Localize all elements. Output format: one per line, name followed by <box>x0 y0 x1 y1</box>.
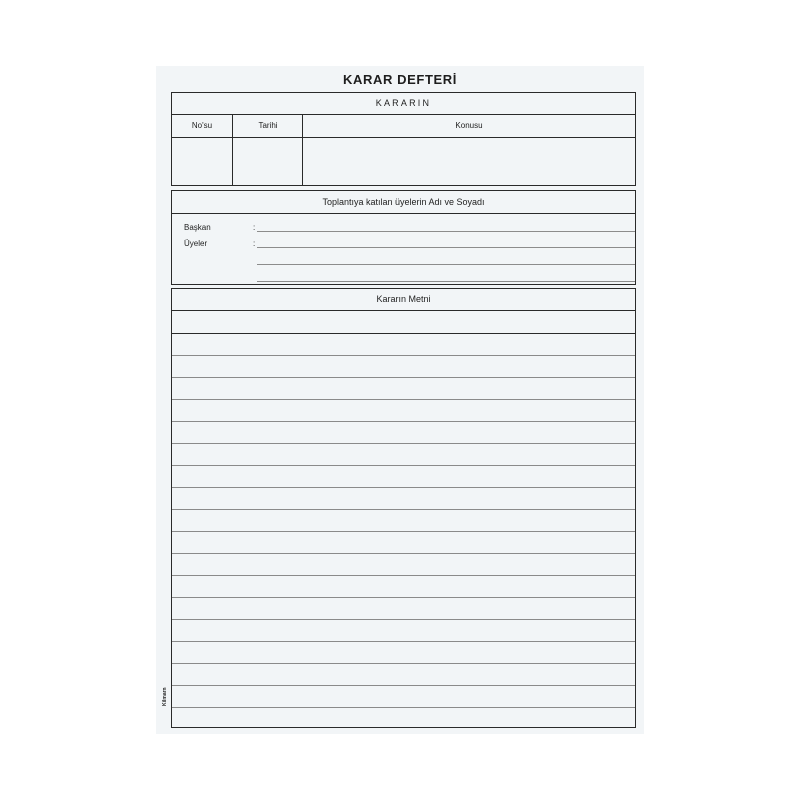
date-field[interactable] <box>232 138 303 185</box>
writing-line[interactable] <box>172 575 635 576</box>
chairman-label: Başkan <box>184 223 211 232</box>
writing-line[interactable] <box>172 553 635 554</box>
member-line-1[interactable] <box>257 247 635 248</box>
decision-column-headers <box>172 115 635 138</box>
attendees-header: Toplantıya katılan üyelerin Adı ve Soyadı <box>172 191 635 214</box>
member-line-3[interactable] <box>257 281 635 282</box>
attendees-box <box>171 190 636 285</box>
writing-line[interactable] <box>172 421 635 422</box>
number-field[interactable] <box>172 138 232 185</box>
decision-header: KARARIN <box>172 93 635 115</box>
form-sheet <box>156 66 644 734</box>
subject-field[interactable] <box>302 138 635 185</box>
writing-line[interactable] <box>172 465 635 466</box>
chairman-line[interactable] <box>257 231 635 232</box>
writing-line[interactable] <box>172 619 635 620</box>
writing-line[interactable] <box>172 531 635 532</box>
writing-line[interactable] <box>172 707 635 708</box>
writing-line[interactable] <box>172 333 635 334</box>
page-title: KARAR DEFTERİ <box>343 72 457 87</box>
writing-line[interactable] <box>172 641 635 642</box>
writing-line[interactable] <box>172 377 635 378</box>
members-colon: : <box>253 239 256 248</box>
decision-text-box <box>171 288 636 728</box>
column-subject: Konusu <box>302 115 635 137</box>
member-line-2[interactable] <box>257 264 635 265</box>
decision-text-header: Kararın Metni <box>172 289 635 311</box>
writing-line[interactable] <box>172 399 635 400</box>
writing-line[interactable] <box>172 685 635 686</box>
publisher-mark: Kilmarn <box>162 687 168 706</box>
writing-line[interactable] <box>172 597 635 598</box>
writing-line[interactable] <box>172 663 635 664</box>
chairman-colon: : <box>253 223 256 232</box>
writing-line[interactable] <box>172 443 635 444</box>
column-number: No'su <box>191 121 213 130</box>
writing-line[interactable] <box>172 487 635 488</box>
writing-line[interactable] <box>172 509 635 510</box>
writing-line[interactable] <box>172 355 635 356</box>
members-label: Üyeler <box>184 239 208 248</box>
decision-entry-row <box>172 138 635 185</box>
column-date: Tarihi <box>232 115 303 137</box>
decision-info-box <box>171 92 636 186</box>
